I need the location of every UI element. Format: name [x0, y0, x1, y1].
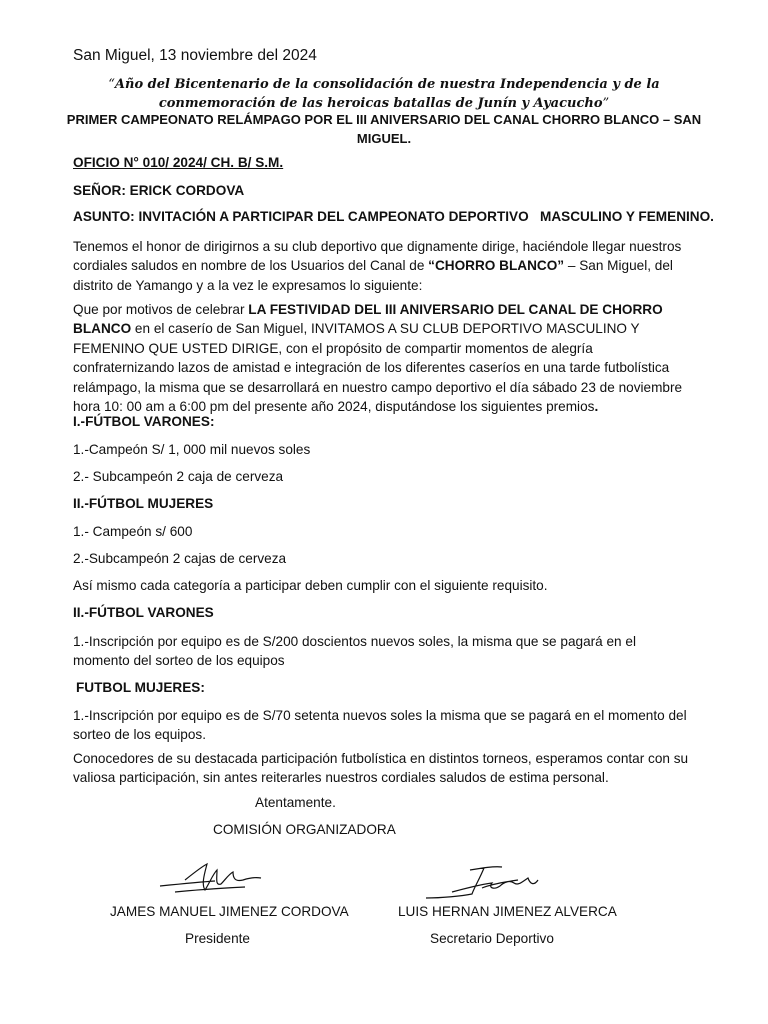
requirement-women-heading: FUTBOL MUJERES: — [76, 680, 205, 695]
signature-president-graphic — [155, 860, 275, 900]
motto-open-quote: “ — [108, 77, 115, 92]
requirement-intro: Así mismo cada categoría a participar deben cumplir con el siguiente requisito. — [73, 578, 548, 593]
requirement-men-heading: II.-FÚTBOL VARONES — [73, 605, 214, 620]
signer-1-role: Presidente — [185, 931, 250, 946]
prizes-men-heading: I.-FÚTBOL VARONES: — [73, 414, 215, 429]
requirement-women-text: 1.-Inscripción por equipo es de S/70 setenta nuevos soles la misma que se pagará en el momento del sorteo de los equipos. — [73, 708, 687, 743]
prize-women-1: 1.- Campeón s/ 600 — [73, 524, 193, 539]
prize-men-1: 1.-Campeón S/ 1, 000 mil nuevos soles — [73, 442, 311, 457]
motive-text-start: Que por motivos de celebrar — [73, 302, 249, 317]
motto-line-2: conmemoración de las heroicas batallas de Junín y Ayacucho — [158, 96, 603, 111]
prize-women-2: 2.-Subcampeón 2 cajas de cerveza — [73, 551, 287, 566]
requirement-men-text: 1.-Inscripción por equipo es de S/200 doscientos nuevos soles, la misma que se pagará en el momento del sorteo de los equipos — [73, 634, 636, 669]
signer-1-name: JAMES MANUEL JIMENEZ CORDOVA — [110, 904, 349, 919]
motive-paragraph — [73, 300, 695, 416]
committee: COMISIÓN ORGANIZADORA — [213, 822, 396, 837]
recipient: SEÑOR: ERICK CORDOVA — [73, 183, 245, 198]
subject: ASUNTO: INVITACIÓN A PARTICIPAR DEL CAMPEONATO DEPORTIVO MASCULINO Y FEMENINO. — [73, 209, 714, 224]
festivity-name: LA FESTIVIDAD DEL III ANIVERSARIO DEL CANAL DE CHORRO BLANCO — [73, 302, 663, 337]
regards: Atentamente. — [255, 795, 336, 810]
motto-line-1: Año del Bicentenario de la consolidación de nuestra Independencia y de la — [114, 77, 660, 92]
signer-2-name: LUIS HERNAN JIMENEZ ALVERCA — [398, 904, 617, 919]
intro-paragraph — [73, 237, 695, 295]
prize-men-2: 2.- Subcampeón 2 caja de cerveza — [73, 469, 284, 484]
signer-2-role: Secretario Deportivo — [430, 931, 554, 946]
prizes-women-heading: II.-FÚTBOL MUJERES — [73, 496, 214, 511]
letter-date: San Miguel, 13 noviembre del 2024 — [73, 47, 317, 64]
championship-title: PRIMER CAMPEONATO RELÁMPAGO POR EL III ANIVERSARIO DEL CANAL CHORRO BLANCO – SAN MIGUEL. — [66, 112, 702, 146]
motive-text-body: en el caserío de San Miguel, INVITAMOS A SU CLUB DEPORTIVO MASCULINO Y FEMENINO QUE USTED DIRIGE, con el propósito de compartir momentos de alegría confraternizando lazos de amistad e integración de los diferentes caseríos en una tarde futbolística relámpago, la misma que se desarrollará en nuestro campo deportivo el día sábado 23 de noviembre hora 10: 00 am a 6:00 pm del presente año 2024, disputándose los siguientes premios — [73, 321, 683, 415]
signature-secretary-graphic — [422, 858, 552, 902]
motto-close-quote: ” — [602, 96, 610, 111]
oficio-number: OFICIO N° 010/ 2024/ CH. B/ S.M. — [73, 155, 284, 170]
intro-text-end: – San Miguel, del distrito de Yamango y a la vez le expresamos lo siguiente: — [73, 258, 673, 293]
motive-period: . — [594, 399, 599, 415]
canal-name: “CHORRO BLANCO” — [428, 258, 565, 274]
closing-paragraph: Conocedores de su destacada participación futbolística en distintos torneos, esperamos contar con su valiosa participación, sin antes reiterarles nuestros cordiales saludos de estima personal. — [73, 751, 689, 786]
intro-text-start: Tenemos el honor de dirigirnos a su club deportivo que dignamente dirige, haciéndole llegar nuestros cordiales saludos en nombre de los Usuarios del Canal de — [73, 239, 682, 274]
official-year-motto — [60, 75, 708, 113]
